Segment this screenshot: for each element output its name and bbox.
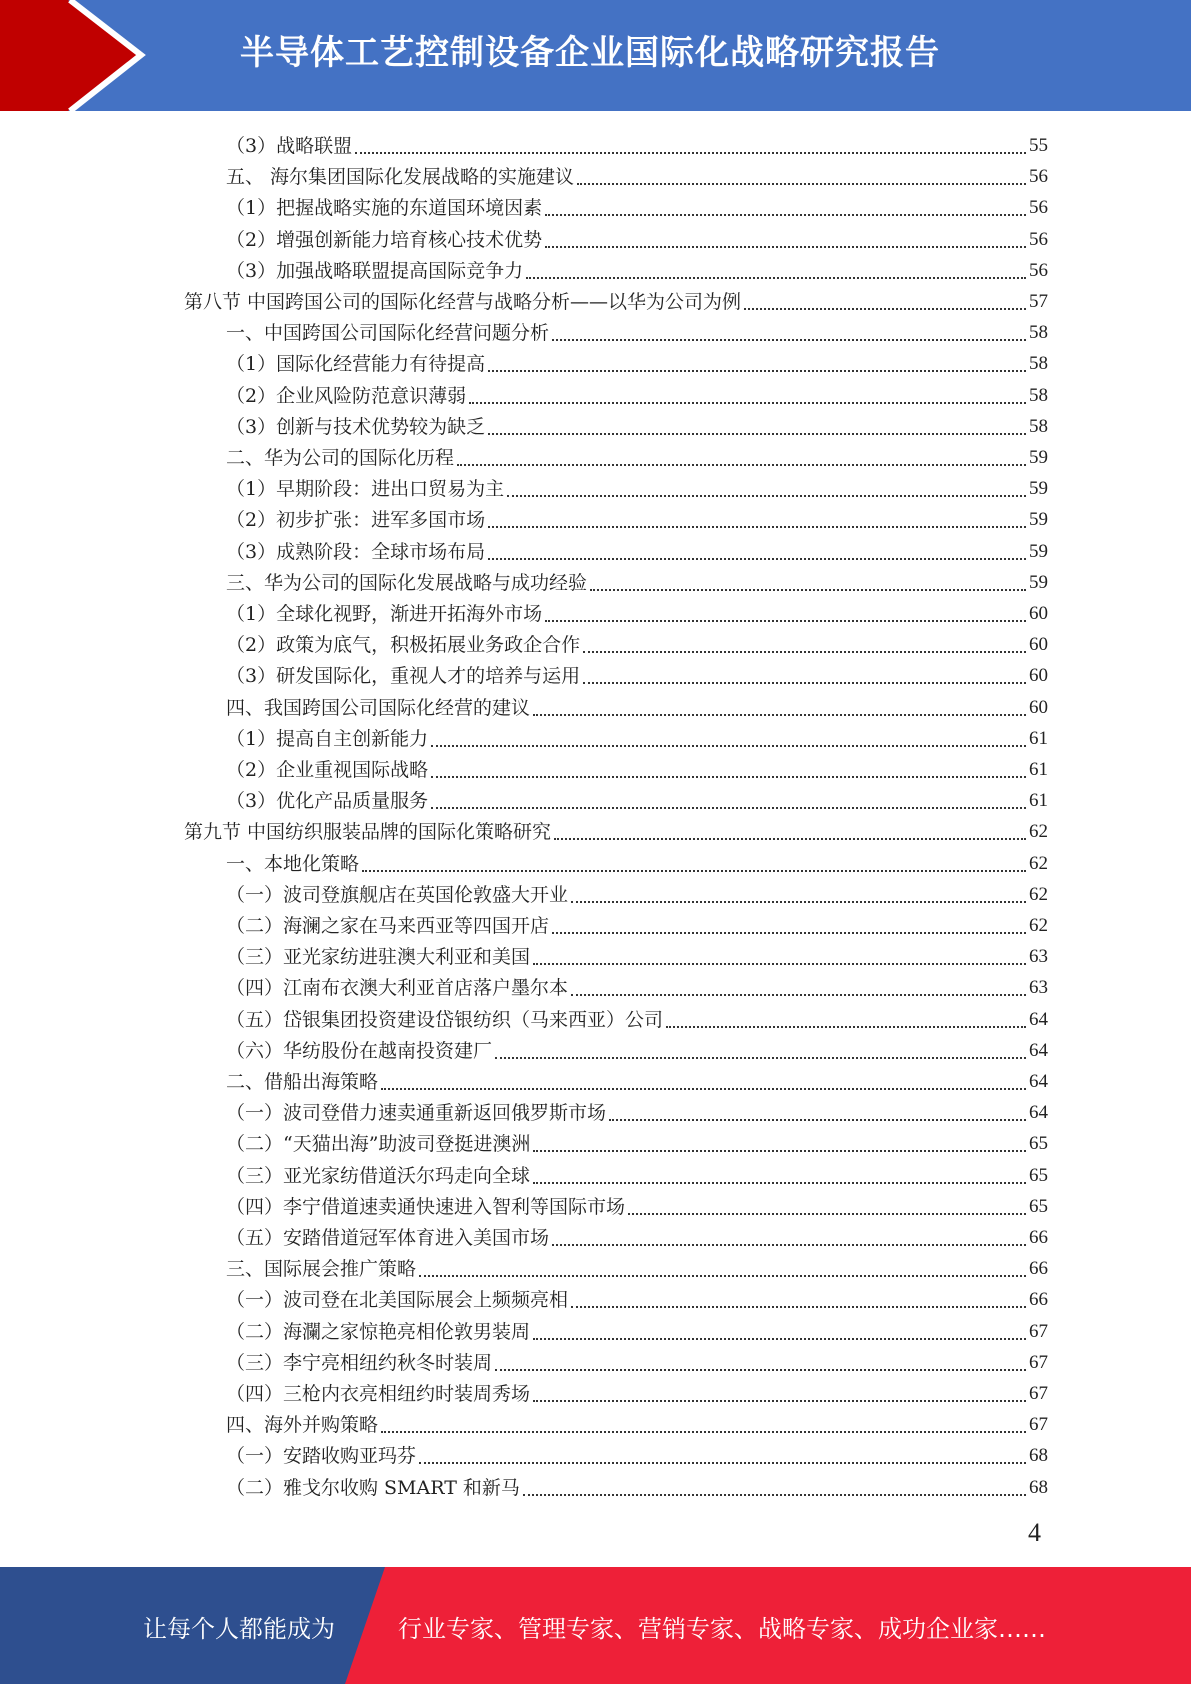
toc-entry[interactable] — [226, 378, 1048, 409]
toc-entry-title: （2）初步扩张：进军多国市场 — [226, 509, 486, 532]
toc-entry-page: 57 — [1029, 291, 1048, 312]
toc-entry[interactable] — [226, 128, 1048, 159]
toc-entry-page: 56 — [1029, 259, 1048, 281]
toc-dot-leader — [457, 446, 1026, 466]
page-header — [0, 0, 1191, 111]
toc-entry[interactable] — [226, 190, 1048, 221]
toc-entry-page: 68 — [1029, 1445, 1048, 1467]
toc-entry-title: （3）成熟阶段：全球市场布局 — [226, 540, 486, 563]
toc-entry-page: 55 — [1029, 135, 1048, 156]
toc-entry-page: 62 — [1029, 915, 1048, 936]
toc-entry-page: 64 — [1029, 1039, 1048, 1061]
toc-entry-page: 66 — [1029, 1258, 1048, 1280]
toc-entry-page: 66 — [1029, 1289, 1048, 1311]
toc-entry[interactable] — [226, 1220, 1048, 1251]
toc-dot-leader — [488, 508, 1026, 528]
toc-entry-page: 56 — [1029, 228, 1048, 250]
toc-dot-leader — [545, 196, 1026, 216]
toc-dot-leader — [666, 1008, 1026, 1028]
toc-entry[interactable] — [226, 1376, 1048, 1407]
toc-entry-page: 68 — [1029, 1476, 1048, 1498]
toc-entry-page: 63 — [1029, 946, 1048, 968]
toc-dot-leader — [577, 165, 1026, 185]
toc-entry-title: （3）加强战略联盟提高国际竞争力 — [226, 259, 524, 282]
toc-entry[interactable] — [226, 1345, 1048, 1376]
toc-dot-leader — [554, 820, 1026, 840]
toc-entry-title: （2）企业风险防范意识薄弱 — [226, 384, 467, 407]
toc-entry-page: 67 — [1029, 1320, 1048, 1342]
toc-entry-page: 60 — [1029, 696, 1048, 718]
toc-dot-leader — [355, 134, 1026, 154]
toc-entry[interactable] — [226, 222, 1048, 253]
toc-entry-page: 59 — [1029, 447, 1048, 468]
toc-entry-page: 60 — [1029, 665, 1048, 687]
toc-entry[interactable] — [226, 939, 1048, 970]
toc-entry-page: 62 — [1029, 883, 1048, 905]
toc-entry[interactable] — [226, 1282, 1048, 1313]
toc-entry[interactable] — [226, 1095, 1048, 1126]
toc-entry-page: 60 — [1029, 634, 1048, 656]
toc-entry[interactable] — [226, 1064, 1048, 1095]
toc-dot-leader — [419, 1444, 1026, 1464]
toc-entry[interactable] — [226, 253, 1048, 284]
toc-dot-leader — [545, 602, 1026, 622]
toc-dot-leader — [526, 259, 1026, 279]
toc-entry-title: （四）三枪内衣亮相纽约时装周秀场 — [226, 1383, 531, 1405]
toc-entry[interactable] — [226, 721, 1048, 752]
toc-entry-title: 一、本地化策略 — [226, 852, 360, 875]
toc-entry-page: 64 — [1029, 1071, 1048, 1092]
toc-entry-title: （二）海澜之家在马来西亚等四国开店 — [226, 915, 550, 937]
toc-entry-title: （一）波司登借力速卖通重新返回俄罗斯市场 — [226, 1102, 607, 1125]
toc-dot-leader — [488, 415, 1026, 435]
toc-entry-title: （三）亚光家纺进驻澳大利亚和美国 — [226, 946, 531, 969]
toc-dot-leader — [571, 883, 1026, 903]
toc-dot-leader — [533, 1320, 1026, 1340]
toc-entry[interactable] — [226, 1002, 1048, 1033]
toc-entry[interactable] — [226, 1126, 1048, 1157]
toc-dot-leader — [495, 1351, 1026, 1371]
toc-entry[interactable] — [226, 1470, 1048, 1501]
toc-entry-title: （二）雅戈尔收购 SMART 和新马 — [226, 1476, 520, 1499]
toc-entry-title: 一、中国跨国公司国际化经营问题分析 — [226, 322, 550, 345]
toc-entry-page: 62 — [1029, 852, 1048, 874]
toc-entry-page: 58 — [1029, 353, 1048, 375]
toc-entry-page: 64 — [1029, 1008, 1048, 1030]
toc-entry[interactable] — [226, 690, 1048, 721]
toc-dot-leader — [552, 321, 1026, 341]
toc-dot-leader — [533, 1164, 1026, 1184]
toc-entry-title: （2）增强创新能力培育核心技术优势 — [226, 228, 543, 251]
toc-entry-page: 63 — [1029, 977, 1048, 999]
toc-entry[interactable] — [226, 1438, 1048, 1469]
toc-entry[interactable] — [226, 1158, 1048, 1189]
toc-entry[interactable] — [226, 596, 1048, 627]
toc-entry-page: 56 — [1029, 166, 1048, 188]
toc-dot-leader — [469, 384, 1026, 404]
toc-entry-title: 二、华为公司的国际化历程 — [226, 447, 455, 469]
toc-entry-page: 61 — [1029, 759, 1048, 780]
toc-entry-title: （1）全球化视野，渐进开拓海外市场 — [226, 603, 543, 625]
toc-entry-page: 59 — [1029, 478, 1048, 500]
toc-entry-title: 五、 海尔集团国际化发展战略的实施建议 — [226, 166, 575, 189]
toc-dot-leader — [419, 1257, 1026, 1277]
toc-entry-page: 67 — [1029, 1351, 1048, 1373]
toc-dot-leader — [431, 727, 1026, 747]
toc-entry-title: （3）战略联盟 — [226, 135, 353, 157]
toc-entry-page: 59 — [1029, 540, 1048, 562]
toc-dot-leader — [431, 789, 1026, 809]
report-title: 半导体工艺控制设备企业国际化战略研究报告 — [240, 33, 940, 73]
toc-entry[interactable] — [226, 534, 1048, 565]
toc-entry[interactable] — [184, 284, 1048, 315]
toc-entry-title: （三）李宁亮相纽约秋冬时装周 — [226, 1351, 493, 1374]
toc-dot-leader — [590, 571, 1026, 591]
toc-entry[interactable] — [226, 502, 1048, 533]
toc-entry-page: 65 — [1029, 1164, 1048, 1186]
toc-entry-title: （2）企业重视国际战略 — [226, 759, 429, 781]
toc-dot-leader — [744, 290, 1026, 310]
toc-entry[interactable] — [226, 658, 1048, 689]
toc-entry-page: 61 — [1029, 790, 1048, 812]
toc-dot-leader — [552, 1226, 1026, 1246]
toc-entry-page: 58 — [1029, 322, 1048, 344]
toc-dot-leader — [488, 540, 1026, 560]
toc-entry-title: （二）“天猫出海”助波司登挺进澳洲 — [226, 1133, 531, 1156]
page-number: 4 — [1028, 1518, 1041, 1547]
toc-entry[interactable] — [226, 752, 1048, 783]
toc-entry-page: 65 — [1029, 1133, 1048, 1155]
toc-entry[interactable] — [226, 159, 1048, 190]
toc-entry-page: 58 — [1029, 384, 1048, 406]
toc-dot-leader — [381, 1413, 1026, 1433]
toc-dot-leader — [488, 352, 1026, 372]
toc-entry-title: （3）优化产品质量服务 — [226, 790, 429, 813]
toc-entry-title: （一）波司登在北美国际展会上频频亮相 — [226, 1289, 569, 1312]
toc-entry-title: （二）海瀾之家惊艳亮相伦敦男装周 — [226, 1320, 531, 1343]
toc-dot-leader — [583, 664, 1026, 684]
toc-dot-leader — [495, 1039, 1026, 1059]
toc-dot-leader — [533, 945, 1026, 965]
toc-entry-page: 65 — [1029, 1195, 1048, 1217]
toc-entry-page: 61 — [1029, 727, 1048, 749]
toc-entry-title: （五）安踏借道冠军体育进入美国市场 — [226, 1227, 550, 1249]
toc-dot-leader — [533, 1132, 1026, 1152]
toc-entry[interactable] — [226, 877, 1048, 908]
toc-dot-leader — [552, 914, 1026, 934]
toc-entry-title: （四）江南布衣澳大利亚首店落户墨尔本 — [226, 977, 569, 1000]
toc-dot-leader — [571, 1288, 1026, 1308]
footer-slogan-right: 行业专家、管理专家、营销专家、战略专家、成功企业家…… — [398, 1615, 1046, 1643]
toc-dot-leader — [571, 976, 1026, 996]
toc-entry[interactable] — [226, 1033, 1048, 1064]
toc-entry[interactable] — [226, 565, 1048, 596]
toc-entry-page: 67 — [1029, 1383, 1048, 1404]
toc-entry[interactable] — [226, 1189, 1048, 1220]
toc-entry[interactable] — [226, 1314, 1048, 1345]
toc-entry-title: （六）华纺股份在越南投资建厂 — [226, 1039, 493, 1062]
toc-dot-leader — [523, 1476, 1026, 1496]
toc-dot-leader — [381, 1070, 1026, 1090]
toc-entry-title: 三、华为公司的国际化发展战略与成功经验 — [226, 571, 588, 594]
toc-entry[interactable] — [184, 814, 1048, 845]
toc-dot-leader — [609, 1101, 1026, 1121]
toc-entry-title: （1）国际化经营能力有待提高 — [226, 353, 486, 376]
toc-entry[interactable] — [226, 409, 1048, 440]
toc-entry-title: 第八节 中国跨国公司的国际化经营与战略分析——以华为公司为例 — [184, 291, 742, 313]
toc-dot-leader — [533, 1382, 1026, 1402]
toc-entry-title: 二、借船出海策略 — [226, 1071, 379, 1093]
toc-dot-leader — [545, 228, 1026, 248]
toc-entry[interactable] — [226, 440, 1048, 471]
toc-dot-leader — [507, 477, 1026, 497]
toc-entry-title: （3）研发国际化，重视人才的培养与运用 — [226, 665, 581, 688]
toc-entry-page: 62 — [1029, 821, 1048, 843]
toc-entry[interactable] — [226, 315, 1048, 346]
toc-entry-page: 64 — [1029, 1102, 1048, 1124]
toc-entry-title: （1）把握战略实施的东道国环境因素 — [226, 197, 543, 220]
header-arrow-decoration — [0, 0, 150, 111]
toc-entry[interactable] — [226, 627, 1048, 658]
toc-entry-title: （1）早期阶段：进出口贸易为主 — [226, 478, 505, 501]
toc-entry-title: 第九节 中国纺织服装品牌的国际化策略研究 — [184, 821, 552, 844]
toc-entry-title: （一）安踏收购亚玛芬 — [226, 1445, 417, 1468]
toc-entry[interactable] — [226, 471, 1048, 502]
toc-entry-title: （五）岱银集团投资建设岱银纺织（马来西亚）公司 — [226, 1008, 664, 1031]
footer-slogan-left: 让每个人都能成为 — [143, 1615, 335, 1643]
toc-entry-page: 56 — [1029, 197, 1048, 219]
toc-entry-title: （四）李宁借道速卖通快速进入智利等国际市场 — [226, 1195, 626, 1218]
toc-entry-page: 58 — [1029, 415, 1048, 437]
toc-entry-title: （三）亚光家纺借道沃尔玛走向全球 — [226, 1164, 531, 1187]
toc-dot-leader — [362, 852, 1026, 872]
toc-entry-title: 三、国际展会推广策略 — [226, 1258, 417, 1281]
toc-entry-page: 60 — [1029, 603, 1048, 624]
toc-entry-page: 67 — [1029, 1414, 1048, 1436]
toc-dot-leader — [533, 696, 1026, 716]
toc-entry[interactable] — [226, 846, 1048, 877]
toc-entry-page: 59 — [1029, 509, 1048, 531]
toc-dot-leader — [431, 758, 1026, 778]
toc-entry-title: （3）创新与技术优势较为缺乏 — [226, 415, 486, 438]
toc-entry[interactable] — [226, 783, 1048, 814]
toc-entry-title: （2）政策为底气，积极拓展业务政企合作 — [226, 634, 581, 657]
toc-entry[interactable] — [226, 346, 1048, 377]
toc-entry[interactable] — [226, 1407, 1048, 1438]
toc-dot-leader — [628, 1195, 1026, 1215]
page-footer — [0, 1567, 1191, 1684]
toc-dot-leader — [583, 633, 1026, 653]
toc-entry-title: （一）波司登旗舰店在英国伦敦盛大开业 — [226, 883, 569, 906]
toc-entry[interactable] — [226, 1251, 1048, 1282]
toc-entry[interactable] — [226, 908, 1048, 939]
toc-entry[interactable] — [226, 970, 1048, 1001]
toc-entry-page: 59 — [1029, 571, 1048, 593]
toc-entry-title: 四、我国跨国公司国际化经营的建议 — [226, 696, 531, 719]
toc-entry-title: 四、海外并购策略 — [226, 1414, 379, 1437]
toc-entry-page: 66 — [1029, 1227, 1048, 1248]
toc-entry-title: （1）提高自主创新能力 — [226, 727, 429, 750]
